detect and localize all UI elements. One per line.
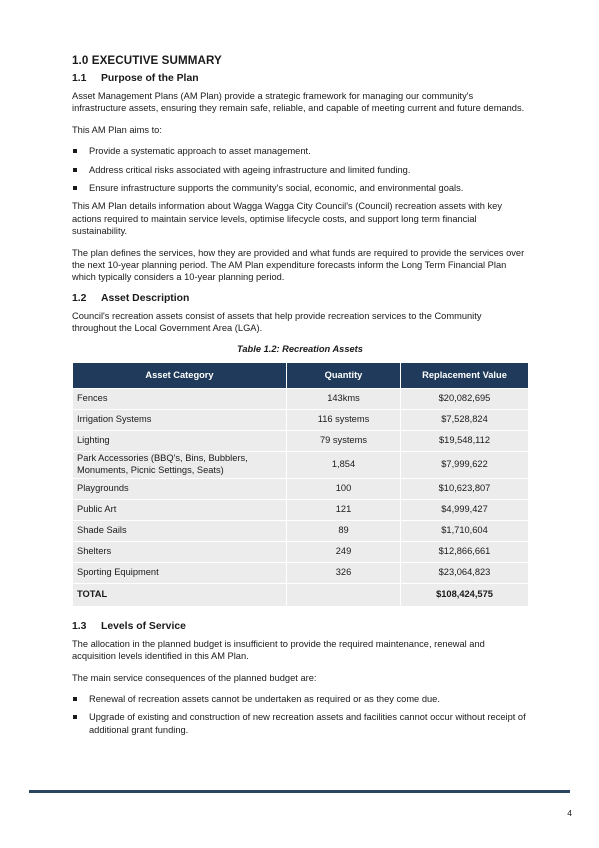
document-page — [72, 54, 528, 742]
footer-divider — [29, 790, 570, 793]
section-title: EXECUTIVE SUMMARY — [91, 54, 222, 67]
table-row — [73, 430, 529, 451]
bullet-list — [72, 145, 528, 194]
table-cell: Park Accessories (BBQ's, Bins, Bubblers, Monuments, Picnic Settings, Seats) — [73, 451, 287, 478]
table-row — [73, 478, 529, 499]
bullet-icon — [73, 149, 77, 153]
list-item — [72, 711, 528, 736]
section-number: 1.0 — [72, 54, 89, 67]
table-cell: Lighting — [73, 430, 287, 451]
bullet-icon — [73, 186, 77, 190]
table-cell: 116 systems — [287, 409, 401, 430]
subsection-number: 1.3 — [72, 620, 87, 632]
table-cell: $108,424,575 — [401, 583, 529, 606]
page-number: 4 — [567, 808, 572, 818]
table-cell: 100 — [287, 478, 401, 499]
paragraph: This AM Plan aims to: — [72, 124, 162, 135]
table-row — [73, 562, 529, 583]
subsection-title: Purpose of the Plan — [101, 73, 199, 84]
table-cell: $4,999,427 — [401, 499, 529, 520]
list-item-text: Address critical risks associated with ageing infrastructure and limited funding. — [89, 164, 411, 175]
table-cell: TOTAL — [73, 583, 287, 606]
table-cell: 326 — [287, 562, 401, 583]
table-cell: $23,064,823 — [401, 562, 529, 583]
table-cell: 89 — [287, 520, 401, 541]
paragraph: The allocation in the planned budget is insufficient to provide the required maintenance, renewal and acquisition levels identified in this AM Plan. — [72, 638, 485, 662]
table-cell: Sporting Equipment — [73, 562, 287, 583]
table-row — [73, 520, 529, 541]
subsection-heading-levels-of-service — [72, 621, 528, 632]
table-row — [73, 499, 529, 520]
subsection-heading-asset-description — [72, 293, 528, 304]
table-caption: Table 1.2: Recreation Assets — [237, 343, 363, 354]
subsection-heading-purpose — [72, 73, 528, 84]
paragraph: This AM Plan details information about Wagga Wagga City Council's (Council) recreation assets with key actions required to maintain service levels, optimise lifecycle costs, and support long term financial sustainability. — [72, 201, 502, 237]
bullet-icon — [73, 715, 77, 719]
subsection-title: Levels of Service — [101, 620, 186, 632]
table-cell: 79 systems — [287, 430, 401, 451]
table-header-row — [73, 362, 529, 388]
table-cell: Public Art — [73, 499, 287, 520]
column-header: Quantity — [287, 362, 401, 388]
table-cell: Shade Sails — [73, 520, 287, 541]
recreation-assets-table — [72, 362, 529, 607]
list-item — [72, 145, 528, 157]
section-heading — [72, 54, 528, 67]
list-item-text: Ensure infrastructure supports the community's social, economic, and environmental goals. — [89, 183, 464, 194]
list-item-text: Upgrade of existing and construction of new recreation assets and facilities cannot occur without receipt of additional grant funding. — [89, 712, 526, 735]
list-item — [72, 693, 528, 705]
bullet-list — [72, 693, 528, 736]
list-item-text: Renewal of recreation assets cannot be undertaken as required or as they come due. — [89, 693, 440, 704]
list-item-text: Provide a systematic approach to asset management. — [89, 146, 311, 157]
table-cell: Fences — [73, 388, 287, 409]
column-header: Asset Category — [73, 362, 287, 388]
paragraph: Asset Management Plans (AM Plan) provide a strategic framework for managing our community's infrastructure assets, ensuring they remain safe, reliable, and capable of meeting current and future demands. — [72, 91, 525, 114]
table-row — [73, 541, 529, 562]
subsection-number: 1.1 — [72, 73, 87, 84]
table-cell: $20,082,695 — [401, 388, 529, 409]
table-cell: $10,623,807 — [401, 478, 529, 499]
table-cell: 249 — [287, 541, 401, 562]
bullet-icon — [73, 697, 77, 701]
paragraph: Council's recreation assets consist of assets that help provide recreation services to the Community throughout the Local Government Area (LGA). — [72, 310, 482, 334]
table-cell: $19,548,112 — [401, 430, 529, 451]
paragraph: The main service consequences of the planned budget are: — [72, 672, 317, 683]
subsection-title: Asset Description — [101, 292, 190, 304]
table-cell: 143kms — [287, 388, 401, 409]
table-cell: 121 — [287, 499, 401, 520]
table-cell: $7,528,824 — [401, 409, 529, 430]
list-item — [72, 182, 528, 194]
bullet-icon — [73, 168, 77, 172]
table-cell: $12,866,661 — [401, 541, 529, 562]
table-cell: 1,854 — [287, 451, 401, 478]
list-item — [72, 164, 528, 176]
table-row — [73, 451, 529, 478]
table-total-row — [73, 583, 529, 606]
table-cell: $7,999,622 — [401, 451, 529, 478]
table-cell — [287, 583, 401, 606]
table-cell: $1,710,604 — [401, 520, 529, 541]
table-cell: Shelters — [73, 541, 287, 562]
table-row — [73, 388, 529, 409]
table-cell: Irrigation Systems — [73, 409, 287, 430]
paragraph: The plan defines the services, how they are provided and what funds are required to provide the services over the next 10-year planning period. The AM Plan expenditure forecasts inform the Long Term Financial Plan which typically considers a 10-year planning period. — [72, 247, 525, 283]
table-row — [73, 409, 529, 430]
table-cell: Playgrounds — [73, 478, 287, 499]
column-header: Replacement Value — [401, 362, 529, 388]
subsection-number: 1.2 — [72, 292, 87, 304]
